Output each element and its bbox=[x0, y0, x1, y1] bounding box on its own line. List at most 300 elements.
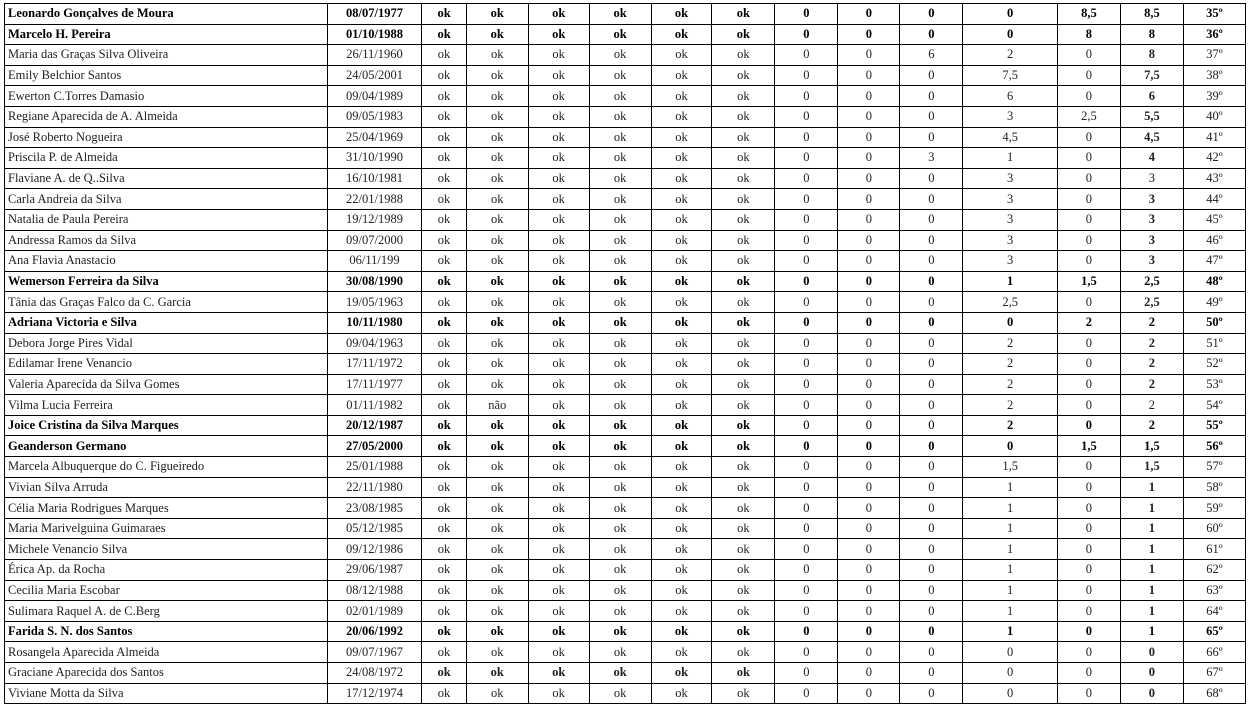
cell-c6: ok bbox=[712, 457, 775, 478]
table-body bbox=[5, 4, 1246, 704]
cell-c1: ok bbox=[422, 209, 467, 230]
cell-n2: 0 bbox=[838, 477, 900, 498]
cell-c5: ok bbox=[651, 477, 712, 498]
cell-n5: 0 bbox=[1057, 45, 1120, 66]
cell-c5: ok bbox=[651, 127, 712, 148]
cell-c1: ok bbox=[422, 457, 467, 478]
table-row bbox=[5, 65, 1246, 86]
cell-total: 4,5 bbox=[1120, 127, 1183, 148]
cell-date: 22/01/1988 bbox=[327, 189, 422, 210]
cell-n5: 0 bbox=[1057, 539, 1120, 560]
table-row bbox=[5, 148, 1246, 169]
table-row bbox=[5, 539, 1246, 560]
cell-c3: ok bbox=[528, 374, 589, 395]
cell-n5: 0 bbox=[1057, 251, 1120, 272]
cell-c6: ok bbox=[712, 4, 775, 25]
cell-c1: ok bbox=[422, 539, 467, 560]
table-row bbox=[5, 477, 1246, 498]
cell-rank: 53º bbox=[1183, 374, 1245, 395]
cell-c4: ok bbox=[589, 333, 651, 354]
cell-c1: ok bbox=[422, 127, 467, 148]
cell-rank: 42º bbox=[1183, 148, 1245, 169]
cell-c6: ok bbox=[712, 395, 775, 416]
results-table bbox=[4, 3, 1246, 704]
cell-c5: ok bbox=[651, 601, 712, 622]
cell-n3: 0 bbox=[900, 518, 963, 539]
cell-c1: ok bbox=[422, 45, 467, 66]
cell-n5: 0 bbox=[1057, 580, 1120, 601]
cell-name: Marcelo H. Pereira bbox=[5, 24, 328, 45]
cell-date: 17/12/1974 bbox=[327, 683, 422, 704]
cell-date: 10/11/1980 bbox=[327, 312, 422, 333]
cell-c5: ok bbox=[651, 683, 712, 704]
cell-n1: 0 bbox=[775, 518, 838, 539]
cell-c4: ok bbox=[589, 209, 651, 230]
cell-c3: ok bbox=[528, 354, 589, 375]
cell-n3: 0 bbox=[900, 251, 963, 272]
table-row bbox=[5, 683, 1246, 704]
cell-name: Flaviane A. de Q..Silva bbox=[5, 168, 328, 189]
cell-c4: ok bbox=[589, 230, 651, 251]
cell-name: Maria das Graças Silva Oliveira bbox=[5, 45, 328, 66]
cell-n3: 0 bbox=[900, 4, 963, 25]
cell-c6: ok bbox=[712, 24, 775, 45]
cell-n1: 0 bbox=[775, 271, 838, 292]
cell-date: 23/08/1985 bbox=[327, 498, 422, 519]
table-row bbox=[5, 498, 1246, 519]
cell-c4: ok bbox=[589, 106, 651, 127]
cell-name: Vilma Lucia Ferreira bbox=[5, 395, 328, 416]
cell-name: Sulimara Raquel A. de C.Berg bbox=[5, 601, 328, 622]
table-row bbox=[5, 251, 1246, 272]
cell-c3: ok bbox=[528, 518, 589, 539]
cell-rank: 63º bbox=[1183, 580, 1245, 601]
cell-date: 09/05/1983 bbox=[327, 106, 422, 127]
table-row bbox=[5, 312, 1246, 333]
cell-c5: ok bbox=[651, 271, 712, 292]
cell-c1: ok bbox=[422, 230, 467, 251]
cell-n1: 0 bbox=[775, 168, 838, 189]
cell-c1: ok bbox=[422, 580, 467, 601]
cell-n2: 0 bbox=[838, 354, 900, 375]
cell-n4: 3 bbox=[963, 209, 1058, 230]
cell-c4: ok bbox=[589, 601, 651, 622]
cell-total: 8 bbox=[1120, 24, 1183, 45]
cell-date: 17/11/1972 bbox=[327, 354, 422, 375]
cell-n1: 0 bbox=[775, 477, 838, 498]
cell-n2: 0 bbox=[838, 333, 900, 354]
cell-n2: 0 bbox=[838, 560, 900, 581]
cell-c3: ok bbox=[528, 601, 589, 622]
cell-c4: ok bbox=[589, 415, 651, 436]
cell-c6: ok bbox=[712, 65, 775, 86]
cell-total: 7,5 bbox=[1120, 65, 1183, 86]
cell-n3: 0 bbox=[900, 168, 963, 189]
cell-c3: ok bbox=[528, 209, 589, 230]
cell-n3: 0 bbox=[900, 580, 963, 601]
cell-c2: ok bbox=[466, 148, 528, 169]
cell-n1: 0 bbox=[775, 106, 838, 127]
cell-n1: 0 bbox=[775, 189, 838, 210]
table-row bbox=[5, 127, 1246, 148]
cell-c4: ok bbox=[589, 560, 651, 581]
cell-date: 08/12/1988 bbox=[327, 580, 422, 601]
cell-c6: ok bbox=[712, 86, 775, 107]
cell-c3: ok bbox=[528, 663, 589, 684]
cell-c6: ok bbox=[712, 312, 775, 333]
cell-c1: ok bbox=[422, 477, 467, 498]
cell-c4: ok bbox=[589, 168, 651, 189]
table-row bbox=[5, 4, 1246, 25]
cell-c2: ok bbox=[466, 642, 528, 663]
cell-rank: 51º bbox=[1183, 333, 1245, 354]
cell-n1: 0 bbox=[775, 395, 838, 416]
cell-n4: 2 bbox=[963, 45, 1058, 66]
cell-name: Viviane Motta da Silva bbox=[5, 683, 328, 704]
table-row bbox=[5, 230, 1246, 251]
cell-c2: ok bbox=[466, 518, 528, 539]
cell-rank: 55º bbox=[1183, 415, 1245, 436]
cell-n4: 3 bbox=[963, 251, 1058, 272]
cell-total: 1 bbox=[1120, 477, 1183, 498]
cell-total: 2,5 bbox=[1120, 292, 1183, 313]
cell-c6: ok bbox=[712, 621, 775, 642]
cell-name: Natalia de Paula Pereira bbox=[5, 209, 328, 230]
cell-n1: 0 bbox=[775, 230, 838, 251]
cell-rank: 61º bbox=[1183, 539, 1245, 560]
table-row bbox=[5, 663, 1246, 684]
cell-c2: ok bbox=[466, 312, 528, 333]
cell-c2: ok bbox=[466, 683, 528, 704]
cell-n5: 0 bbox=[1057, 374, 1120, 395]
cell-c4: ok bbox=[589, 374, 651, 395]
cell-n3: 0 bbox=[900, 415, 963, 436]
cell-c4: ok bbox=[589, 189, 651, 210]
cell-n4: 1 bbox=[963, 539, 1058, 560]
cell-c6: ok bbox=[712, 45, 775, 66]
cell-date: 08/07/1977 bbox=[327, 4, 422, 25]
cell-n1: 0 bbox=[775, 4, 838, 25]
cell-c1: ok bbox=[422, 621, 467, 642]
cell-c2: ok bbox=[466, 127, 528, 148]
cell-n2: 0 bbox=[838, 271, 900, 292]
cell-c6: ok bbox=[712, 683, 775, 704]
table-row bbox=[5, 271, 1246, 292]
cell-c2: ok bbox=[466, 498, 528, 519]
cell-date: 16/10/1981 bbox=[327, 168, 422, 189]
cell-c3: ok bbox=[528, 4, 589, 25]
cell-total: 0 bbox=[1120, 642, 1183, 663]
cell-n1: 0 bbox=[775, 45, 838, 66]
table-row bbox=[5, 621, 1246, 642]
cell-c2: não bbox=[466, 395, 528, 416]
cell-c4: ok bbox=[589, 127, 651, 148]
cell-n4: 1 bbox=[963, 580, 1058, 601]
cell-n5: 0 bbox=[1057, 148, 1120, 169]
cell-c5: ok bbox=[651, 436, 712, 457]
cell-n5: 0 bbox=[1057, 395, 1120, 416]
cell-date: 09/12/1986 bbox=[327, 539, 422, 560]
cell-name: Vivian Silva Arruda bbox=[5, 477, 328, 498]
cell-n2: 0 bbox=[838, 106, 900, 127]
cell-name: Debora Jorge Pires Vidal bbox=[5, 333, 328, 354]
cell-c5: ok bbox=[651, 498, 712, 519]
cell-n3: 0 bbox=[900, 663, 963, 684]
cell-n1: 0 bbox=[775, 621, 838, 642]
cell-n4: 3 bbox=[963, 168, 1058, 189]
cell-c2: ok bbox=[466, 292, 528, 313]
cell-n4: 2,5 bbox=[963, 292, 1058, 313]
cell-c3: ok bbox=[528, 148, 589, 169]
cell-c4: ok bbox=[589, 271, 651, 292]
cell-n1: 0 bbox=[775, 663, 838, 684]
cell-n2: 0 bbox=[838, 374, 900, 395]
cell-rank: 59º bbox=[1183, 498, 1245, 519]
cell-c3: ok bbox=[528, 333, 589, 354]
cell-n5: 0 bbox=[1057, 621, 1120, 642]
cell-total: 0 bbox=[1120, 663, 1183, 684]
cell-n3: 0 bbox=[900, 539, 963, 560]
cell-n4: 1 bbox=[963, 601, 1058, 622]
cell-c1: ok bbox=[422, 436, 467, 457]
cell-name: Rosangela Aparecida Almeida bbox=[5, 642, 328, 663]
cell-n4: 1 bbox=[963, 477, 1058, 498]
cell-rank: 64º bbox=[1183, 601, 1245, 622]
cell-n4: 0 bbox=[963, 24, 1058, 45]
cell-c3: ok bbox=[528, 621, 589, 642]
cell-total: 2,5 bbox=[1120, 271, 1183, 292]
cell-c3: ok bbox=[528, 65, 589, 86]
cell-c4: ok bbox=[589, 663, 651, 684]
cell-c2: ok bbox=[466, 436, 528, 457]
cell-total: 1 bbox=[1120, 518, 1183, 539]
cell-c3: ok bbox=[528, 292, 589, 313]
cell-c5: ok bbox=[651, 354, 712, 375]
cell-rank: 50º bbox=[1183, 312, 1245, 333]
cell-n4: 1 bbox=[963, 518, 1058, 539]
cell-n2: 0 bbox=[838, 45, 900, 66]
cell-c6: ok bbox=[712, 663, 775, 684]
cell-rank: 44º bbox=[1183, 189, 1245, 210]
cell-c2: ok bbox=[466, 477, 528, 498]
cell-rank: 62º bbox=[1183, 560, 1245, 581]
cell-name: Leonardo Gonçalves de Moura bbox=[5, 4, 328, 25]
cell-total: 1 bbox=[1120, 580, 1183, 601]
cell-c5: ok bbox=[651, 312, 712, 333]
cell-total: 1 bbox=[1120, 539, 1183, 560]
table-row bbox=[5, 580, 1246, 601]
cell-c2: ok bbox=[466, 86, 528, 107]
cell-c4: ok bbox=[589, 436, 651, 457]
cell-n2: 0 bbox=[838, 251, 900, 272]
cell-name: Regiane Aparecida de A. Almeida bbox=[5, 106, 328, 127]
cell-name: Ewerton C.Torres Damasio bbox=[5, 86, 328, 107]
cell-n5: 1,5 bbox=[1057, 436, 1120, 457]
cell-n2: 0 bbox=[838, 663, 900, 684]
cell-n1: 0 bbox=[775, 642, 838, 663]
cell-n5: 0 bbox=[1057, 518, 1120, 539]
cell-n1: 0 bbox=[775, 539, 838, 560]
cell-name: Graciane Aparecida dos Santos bbox=[5, 663, 328, 684]
cell-name: Maria Marivelguina Guimaraes bbox=[5, 518, 328, 539]
cell-name: Geanderson Germano bbox=[5, 436, 328, 457]
cell-n4: 3 bbox=[963, 189, 1058, 210]
cell-n3: 0 bbox=[900, 477, 963, 498]
cell-c1: ok bbox=[422, 148, 467, 169]
cell-date: 30/08/1990 bbox=[327, 271, 422, 292]
cell-c3: ok bbox=[528, 498, 589, 519]
cell-c2: ok bbox=[466, 374, 528, 395]
cell-n1: 0 bbox=[775, 683, 838, 704]
cell-n4: 0 bbox=[963, 436, 1058, 457]
cell-c4: ok bbox=[589, 354, 651, 375]
cell-total: 3 bbox=[1120, 230, 1183, 251]
cell-c2: ok bbox=[466, 539, 528, 560]
cell-c2: ok bbox=[466, 209, 528, 230]
cell-n1: 0 bbox=[775, 312, 838, 333]
cell-c1: ok bbox=[422, 292, 467, 313]
cell-name: Michele Venancio Silva bbox=[5, 539, 328, 560]
cell-rank: 58º bbox=[1183, 477, 1245, 498]
cell-total: 1 bbox=[1120, 560, 1183, 581]
cell-c4: ok bbox=[589, 86, 651, 107]
cell-c5: ok bbox=[651, 24, 712, 45]
cell-n4: 1 bbox=[963, 148, 1058, 169]
table-row bbox=[5, 209, 1246, 230]
cell-n3: 6 bbox=[900, 45, 963, 66]
cell-c4: ok bbox=[589, 148, 651, 169]
cell-n1: 0 bbox=[775, 86, 838, 107]
cell-date: 25/04/1969 bbox=[327, 127, 422, 148]
cell-name: Carla Andreia da Silva bbox=[5, 189, 328, 210]
cell-n5: 0 bbox=[1057, 498, 1120, 519]
cell-n3: 0 bbox=[900, 621, 963, 642]
cell-n1: 0 bbox=[775, 374, 838, 395]
cell-c5: ok bbox=[651, 4, 712, 25]
cell-n2: 0 bbox=[838, 395, 900, 416]
cell-n1: 0 bbox=[775, 415, 838, 436]
cell-n5: 0 bbox=[1057, 168, 1120, 189]
cell-n4: 1 bbox=[963, 271, 1058, 292]
cell-n5: 0 bbox=[1057, 663, 1120, 684]
cell-c6: ok bbox=[712, 106, 775, 127]
cell-c4: ok bbox=[589, 518, 651, 539]
cell-c2: ok bbox=[466, 457, 528, 478]
cell-c4: ok bbox=[589, 395, 651, 416]
cell-c1: ok bbox=[422, 560, 467, 581]
cell-n4: 0 bbox=[963, 4, 1058, 25]
cell-c5: ok bbox=[651, 168, 712, 189]
cell-n2: 0 bbox=[838, 292, 900, 313]
cell-c2: ok bbox=[466, 168, 528, 189]
cell-date: 24/05/2001 bbox=[327, 65, 422, 86]
table-row bbox=[5, 24, 1246, 45]
cell-total: 1,5 bbox=[1120, 436, 1183, 457]
cell-c6: ok bbox=[712, 189, 775, 210]
table-row bbox=[5, 436, 1246, 457]
cell-date: 05/12/1985 bbox=[327, 518, 422, 539]
cell-date: 09/04/1963 bbox=[327, 333, 422, 354]
cell-total: 1 bbox=[1120, 621, 1183, 642]
cell-rank: 52º bbox=[1183, 354, 1245, 375]
cell-n5: 0 bbox=[1057, 189, 1120, 210]
cell-n4: 1 bbox=[963, 560, 1058, 581]
cell-c3: ok bbox=[528, 415, 589, 436]
cell-name: Joice Cristina da Silva Marques bbox=[5, 415, 328, 436]
cell-n5: 8,5 bbox=[1057, 4, 1120, 25]
cell-n3: 0 bbox=[900, 312, 963, 333]
cell-n3: 0 bbox=[900, 642, 963, 663]
cell-date: 01/10/1988 bbox=[327, 24, 422, 45]
cell-date: 20/06/1992 bbox=[327, 621, 422, 642]
cell-c4: ok bbox=[589, 251, 651, 272]
cell-n4: 4,5 bbox=[963, 127, 1058, 148]
cell-c6: ok bbox=[712, 148, 775, 169]
cell-c5: ok bbox=[651, 209, 712, 230]
cell-c6: ok bbox=[712, 127, 775, 148]
cell-n5: 0 bbox=[1057, 560, 1120, 581]
cell-c1: ok bbox=[422, 415, 467, 436]
cell-n3: 0 bbox=[900, 106, 963, 127]
cell-c1: ok bbox=[422, 395, 467, 416]
cell-c2: ok bbox=[466, 271, 528, 292]
cell-name: Érica Ap. da Rocha bbox=[5, 560, 328, 581]
cell-rank: 43º bbox=[1183, 168, 1245, 189]
cell-c1: ok bbox=[422, 642, 467, 663]
cell-name: Marcela Albuquerque do C. Figueiredo bbox=[5, 457, 328, 478]
cell-c2: ok bbox=[466, 65, 528, 86]
cell-date: 26/11/1960 bbox=[327, 45, 422, 66]
cell-rank: 56º bbox=[1183, 436, 1245, 457]
cell-rank: 37º bbox=[1183, 45, 1245, 66]
cell-c2: ok bbox=[466, 415, 528, 436]
cell-c6: ok bbox=[712, 168, 775, 189]
cell-c6: ok bbox=[712, 230, 775, 251]
table-row bbox=[5, 518, 1246, 539]
cell-rank: 40º bbox=[1183, 106, 1245, 127]
cell-n3: 0 bbox=[900, 24, 963, 45]
cell-c1: ok bbox=[422, 312, 467, 333]
cell-n2: 0 bbox=[838, 498, 900, 519]
cell-c2: ok bbox=[466, 230, 528, 251]
cell-rank: 54º bbox=[1183, 395, 1245, 416]
cell-c5: ok bbox=[651, 539, 712, 560]
cell-n4: 2 bbox=[963, 395, 1058, 416]
cell-c5: ok bbox=[651, 65, 712, 86]
cell-n5: 0 bbox=[1057, 683, 1120, 704]
table-row bbox=[5, 106, 1246, 127]
cell-c6: ok bbox=[712, 580, 775, 601]
cell-n3: 0 bbox=[900, 271, 963, 292]
cell-c3: ok bbox=[528, 271, 589, 292]
cell-c1: ok bbox=[422, 354, 467, 375]
cell-c6: ok bbox=[712, 642, 775, 663]
cell-c5: ok bbox=[651, 518, 712, 539]
cell-n5: 0 bbox=[1057, 230, 1120, 251]
cell-c3: ok bbox=[528, 24, 589, 45]
cell-n4: 2 bbox=[963, 415, 1058, 436]
cell-rank: 36º bbox=[1183, 24, 1245, 45]
cell-c3: ok bbox=[528, 106, 589, 127]
cell-date: 27/05/2000 bbox=[327, 436, 422, 457]
cell-name: Adriana Victoria e Silva bbox=[5, 312, 328, 333]
cell-n2: 0 bbox=[838, 621, 900, 642]
cell-total: 4 bbox=[1120, 148, 1183, 169]
cell-c4: ok bbox=[589, 312, 651, 333]
cell-c5: ok bbox=[651, 86, 712, 107]
cell-c6: ok bbox=[712, 436, 775, 457]
cell-n5: 0 bbox=[1057, 601, 1120, 622]
